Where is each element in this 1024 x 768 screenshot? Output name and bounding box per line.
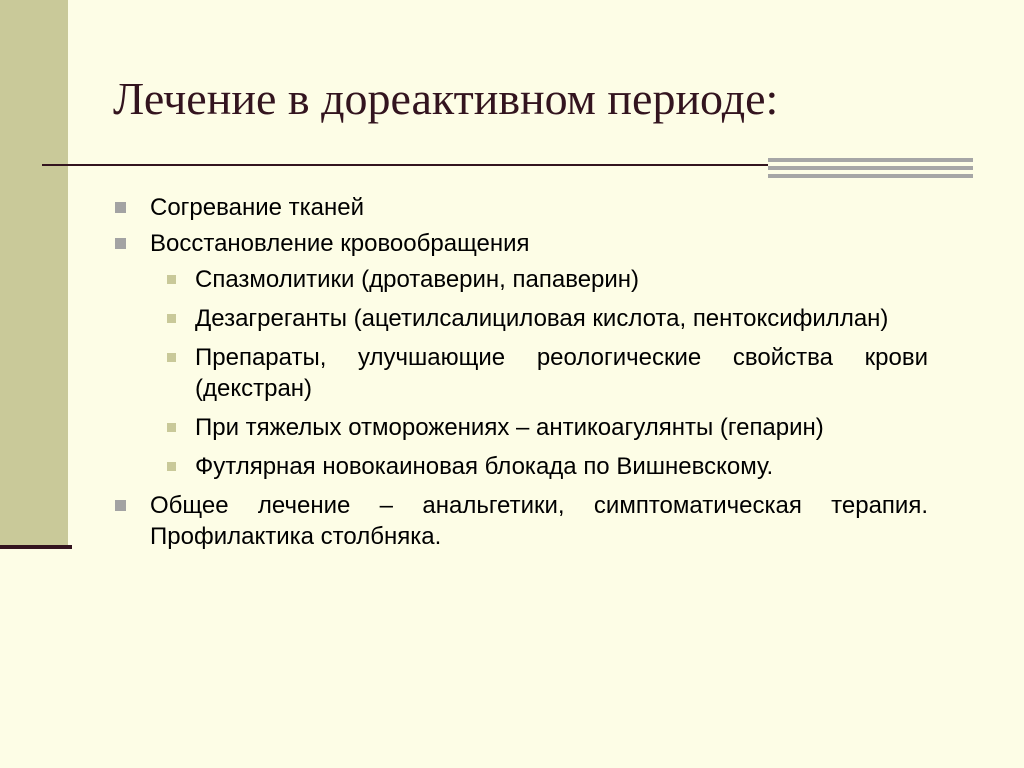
sub-list-item — [113, 342, 928, 404]
list-item — [113, 490, 928, 552]
square-bullet-icon — [115, 500, 126, 511]
sub-list-item-text: Дезагреганты (ацетилсалициловая кислота, пентоксифиллан) — [195, 305, 889, 332]
sub-list-item — [113, 412, 928, 443]
square-bullet-icon — [167, 462, 176, 471]
sub-list-item-text: Спазмолитики (дротаверин, папаверин) — [195, 266, 640, 293]
square-bullet-icon — [115, 238, 126, 249]
sub-list-item-text: Футлярная новокаиновая блокада по Вишневскому. — [195, 453, 774, 480]
list-item — [113, 228, 928, 259]
title-divider-accent — [768, 158, 973, 178]
sub-list-item — [113, 264, 928, 295]
square-bullet-icon — [167, 314, 176, 323]
sub-list-item — [113, 303, 928, 334]
square-bullet-icon — [115, 202, 126, 213]
side-band-underline — [0, 545, 72, 549]
list-item-text: Общее лечение – анальгетики, симптоматическая терапия. Профилактика столбняка. — [150, 492, 928, 550]
square-bullet-icon — [167, 423, 176, 432]
list-item-text: Согревание тканей — [150, 194, 365, 221]
side-band — [0, 0, 68, 545]
bullet-list — [113, 192, 928, 557]
slide-title: Лечение в дореактивном периоде: — [113, 73, 779, 124]
sub-list-item-text: Препараты, улучшающие реологические свойства крови (декстран) — [195, 344, 928, 402]
list-item — [113, 192, 928, 223]
square-bullet-icon — [167, 275, 176, 284]
list-item-text: Восстановление кровообращения — [150, 230, 530, 257]
square-bullet-icon — [167, 353, 176, 362]
sub-list-item — [113, 451, 928, 482]
sub-list-item-text: При тяжелых отморожениях – антикоагулянты (гепарин) — [195, 414, 824, 441]
